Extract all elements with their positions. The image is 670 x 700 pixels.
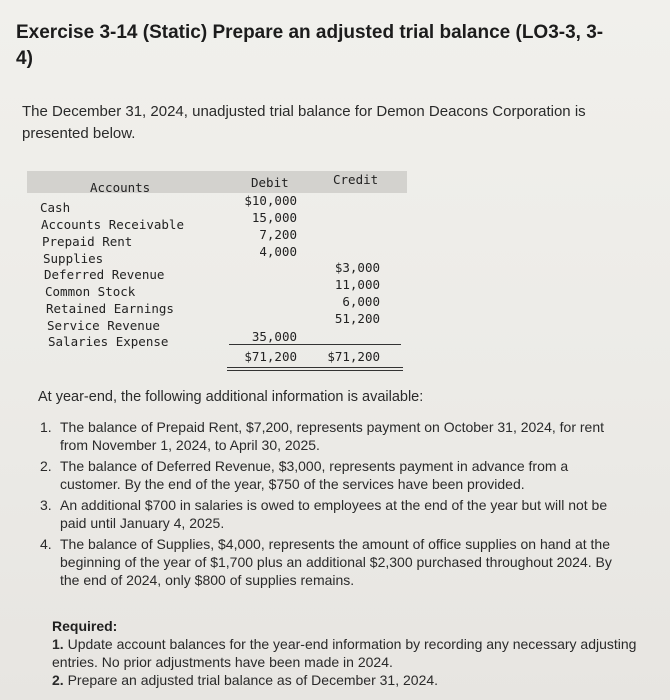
item-text: An additional $700 in salaries is owed to employees at the end of the year but will not be paid until January 4, 2025. bbox=[60, 497, 608, 531]
required-item bbox=[52, 635, 642, 671]
list-item bbox=[40, 418, 630, 454]
header-accounts: Accounts bbox=[90, 180, 151, 195]
account-name: Supplies bbox=[43, 251, 104, 266]
debit-value: 7,200 bbox=[259, 227, 297, 242]
item-number: 2. bbox=[40, 458, 52, 474]
required-heading: Required: bbox=[52, 618, 118, 634]
item-number: 4. bbox=[40, 536, 52, 552]
account-name: Retained Earnings bbox=[46, 301, 174, 316]
total-debit: $71,200 bbox=[244, 349, 297, 364]
trial-balance-table bbox=[22, 168, 407, 383]
additional-info-list bbox=[40, 418, 630, 592]
required-item-number: 1. bbox=[52, 636, 64, 652]
debit-value: $10,000 bbox=[244, 193, 297, 208]
list-item bbox=[40, 457, 630, 493]
list-item bbox=[40, 496, 630, 532]
account-name: Cash bbox=[40, 200, 71, 215]
total-credit: $71,200 bbox=[327, 349, 380, 364]
credit-value: $3,000 bbox=[334, 260, 380, 275]
debit-value: 4,000 bbox=[259, 244, 297, 259]
credit-value: 51,200 bbox=[334, 311, 380, 326]
header-debit: Debit bbox=[251, 175, 289, 190]
debit-value: 15,000 bbox=[251, 210, 297, 225]
intro-text: The December 31, 2024, unadjusted trial balance for Demon Deacons Corporation is presented below. bbox=[22, 103, 586, 142]
list-item bbox=[40, 535, 630, 589]
additional-info-heading: At year-end, the following additional information is available: bbox=[38, 389, 424, 405]
required-list bbox=[52, 635, 642, 689]
account-name: Salaries Expense bbox=[48, 334, 169, 349]
debit-value: 35,000 bbox=[251, 329, 297, 344]
account-name: Prepaid Rent bbox=[42, 234, 133, 249]
item-text: The balance of Deferred Revenue, $3,000, represents payment in advance from a customer. By the end of the year, $750 of the services have been provided. bbox=[60, 458, 569, 492]
required-item bbox=[52, 671, 642, 689]
required-item-number: 2. bbox=[52, 672, 64, 688]
credit-value: 11,000 bbox=[334, 277, 380, 292]
account-name: Common Stock bbox=[45, 284, 136, 299]
account-name: Accounts Receivable bbox=[41, 217, 184, 232]
item-text: The balance of Prepaid Rent, $7,200, represents payment on October 31, 2024, for rent from November 1, 2024, to April 30, 2025. bbox=[60, 419, 605, 453]
required-item-text: Update account balances for the year-end information by recording any necessary adjusting entries. No prior adjustments have been made in 2024. bbox=[52, 636, 637, 670]
item-number: 3. bbox=[40, 497, 52, 513]
item-number: 1. bbox=[40, 419, 52, 435]
total-double-rule-bottom bbox=[227, 370, 403, 371]
required-item-text: Prepare an adjusted trial balance as of December 31, 2024. bbox=[67, 672, 439, 688]
account-name: Service Revenue bbox=[47, 318, 160, 333]
item-text: The balance of Supplies, $4,000, represents the amount of office supplies on hand at the beginning of the year of $1,700 plus an additional $2,300 purchased throughout 2024. By the end of 2024, only $800 of supplies remains. bbox=[60, 536, 612, 588]
exercise-title: Exercise 3-14 (Static) Prepare an adjusted trial balance (LO3-3, 3-4) bbox=[16, 22, 604, 69]
credit-value: 6,000 bbox=[342, 294, 380, 309]
header-credit: Credit bbox=[333, 172, 379, 187]
account-name: Deferred Revenue bbox=[44, 267, 165, 282]
total-double-rule-top bbox=[227, 367, 403, 368]
subtotal-rule bbox=[229, 344, 401, 345]
